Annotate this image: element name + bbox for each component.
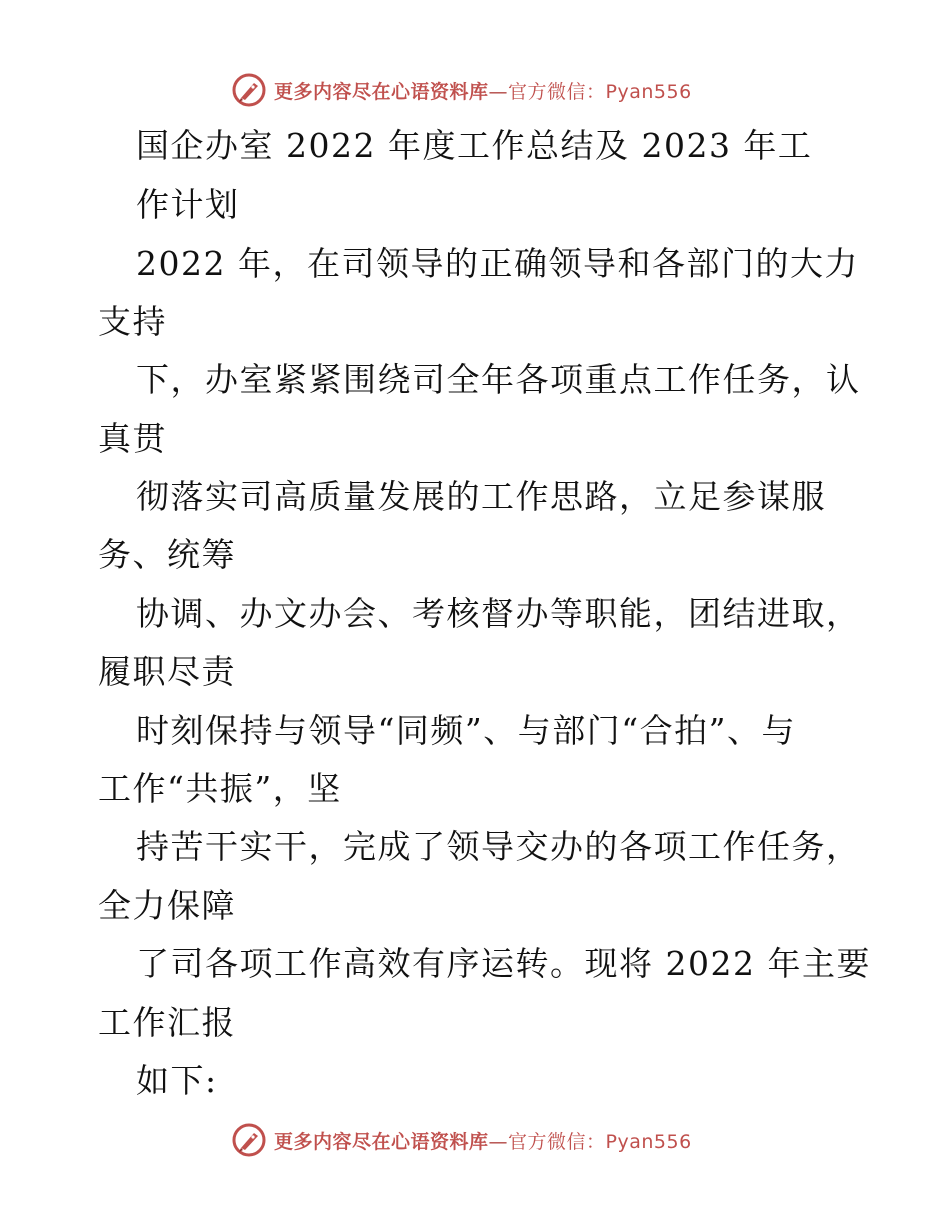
pen-nib-logo-icon: [232, 1123, 266, 1157]
footer-watermark-banner: [232, 1120, 732, 1160]
watermark-text: [274, 1127, 692, 1154]
doc-line: 务、统筹: [98, 535, 236, 574]
doc-line: 了司各项工作高效有序运转。现将 2022 年主要: [136, 944, 871, 983]
doc-line: 下，办室紧紧围绕司全年各项重点工作任务，认: [136, 360, 861, 399]
doc-line: 工作“共振”，坚: [98, 769, 342, 808]
doc-line: 真贯: [98, 419, 167, 458]
doc-line: 2022 年，在司领导的正确领导和各部门的大力: [136, 244, 859, 283]
watermark-dash: —: [488, 1130, 509, 1153]
doc-line: 履职尽责: [98, 652, 236, 691]
watermark-name: 更多内容尽在心语资料库: [274, 80, 489, 103]
doc-line: 协调、办文办会、考核督办等职能，团结进取，: [136, 594, 861, 633]
doc-line: 作计划: [136, 185, 240, 224]
doc-line: 时刻保持与领导“同频”、与部门“合拍”、与: [136, 711, 796, 750]
watermark-name: 更多内容尽在心语资料库: [274, 1130, 489, 1153]
watermark-contact: 官方微信：Pyan556: [508, 1130, 692, 1153]
doc-line: 如下:: [136, 1061, 218, 1100]
doc-line: 支持: [98, 302, 167, 341]
doc-line: 持苦干实干，完成了领导交办的各项工作任务，: [136, 827, 861, 866]
doc-line: 彻落实司高质量发展的工作思路，立足参谋服: [136, 477, 826, 516]
doc-line: 工作汇报: [98, 1003, 236, 1042]
watermark-contact: 官方微信：Pyan556: [508, 80, 692, 103]
doc-line: 全力保障: [98, 886, 236, 925]
doc-line: 国企办室 2022 年度工作总结及 2023 年工: [136, 126, 813, 165]
watermark-dash: —: [488, 80, 509, 103]
